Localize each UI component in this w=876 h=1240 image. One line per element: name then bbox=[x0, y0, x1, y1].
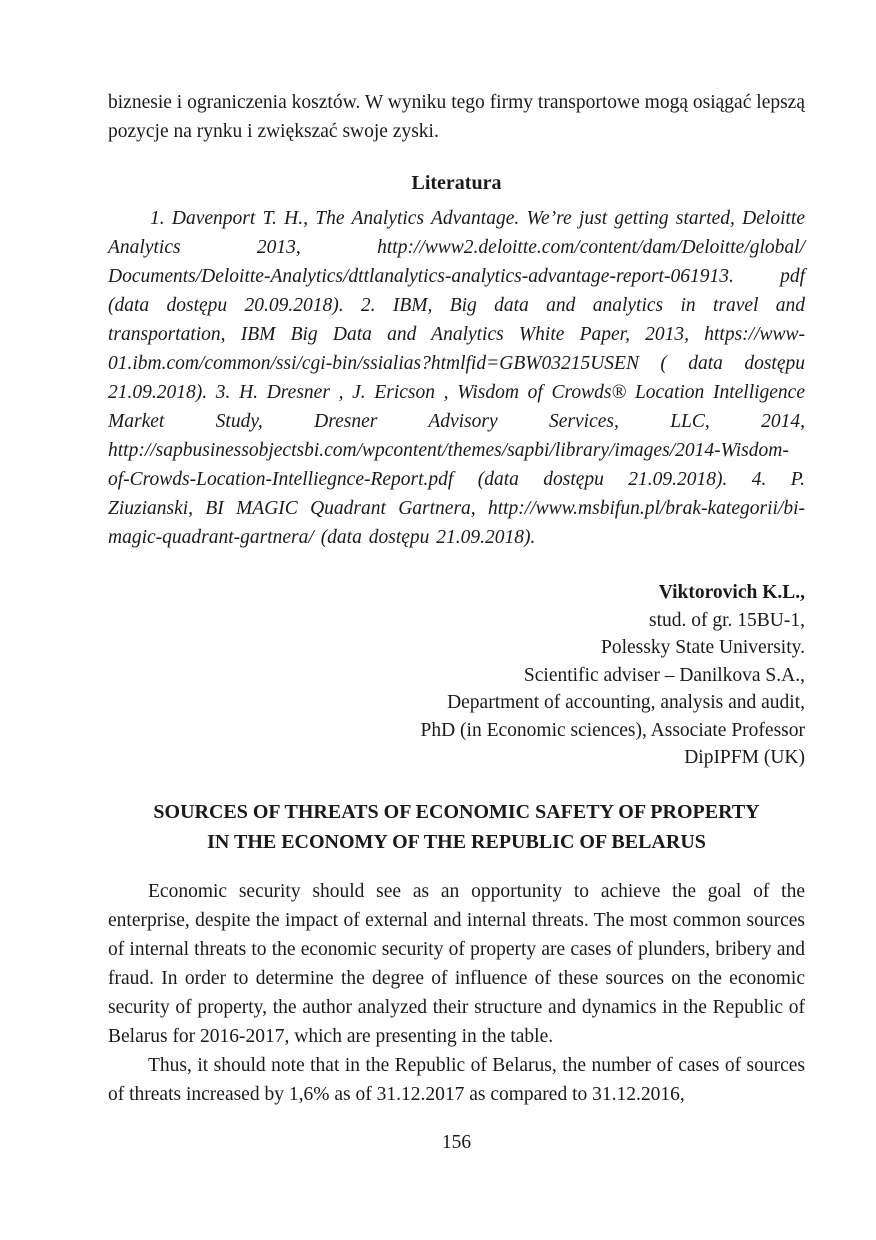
article-title-line2: IN THE ECONOMY OF THE REPUBLIC OF BELARUS bbox=[207, 831, 706, 853]
author-degree-line: PhD (in Economic sciences), Associate Professor bbox=[420, 719, 805, 741]
literatura-heading: Literatura bbox=[411, 172, 502, 194]
references-paragraph: 1. Davenport T. H., The Analytics Advantage. We’re just getting started, Deloitte Analytics 2013, http://www2.deloitte.com/content/dam/Deloitte/global/ Documents/Deloitte-Analytics/dttlanalytics-analytics-advantage-report-061913. pdf (data dostępu 20.09.2018). 2. IBM, Big data and analytics in travel and transportation, IBM Big Data and Analytics White Paper, 2013, https://www-01.ibm.com/common/ssi/cgi-bin/ssialias?htmlfid=GBW03215USEN ( data dostępu 21.09.2018). 3. H. Dresner , J. Ericson , Wisdom of Crowds® Location Intelligence Market Study, Dresner Advisory Services, LLC, 2014, http://sapbusinessobjectsbi.com/wpcontent/themes/sapbi/library/images/2014-Wisdom-of-Crowds-Location-Intelliegnce-Report.pdf (data dostępu 21.09.2018). 4. P. Ziuzianski, BI MAGIC Quadrant Gartnera, http://www.msbifun.pl/brak-kategorii/bi-magic-quadrant-gartnera/ (data dostępu 21.09.2018). bbox=[108, 208, 805, 548]
author-university-line: Polessky State University. bbox=[600, 637, 805, 658]
article-title bbox=[108, 797, 805, 857]
page-number: 156 bbox=[441, 1132, 472, 1153]
author-diploma-line: DipIPFM (UK) bbox=[684, 747, 805, 768]
top-paragraph: biznesie i ograniczenia kosztów. W wyniku tego firmy transportowe mogą osiągać lepszą pozycje na rynku i zwiększać swoje zyski. bbox=[108, 92, 805, 142]
author-department-line: Department of accounting, analysis and audit, bbox=[447, 692, 805, 713]
article-body bbox=[108, 877, 805, 1109]
body-paragraph-2: Thus, it should note that in the Republic of Belarus, the number of cases of sources of threats increased by 1,6% as of 31.12.2017 as compared to 31.12.2016, bbox=[108, 1055, 805, 1105]
author-block bbox=[108, 579, 805, 772]
body-paragraph-1: Economic security should see as an opportunity to achieve the goal of the enterprise, despite the impact of external and internal threats. The most common sources of internal threats to the economic security of property are cases of plunders, bribery and fraud. In order to determine the degree of influence of these sources on the economic security of property, the author analyzed their structure and dynamics in the Republic of Belarus for 2016-2017, which are presenting in the table. bbox=[108, 881, 805, 1047]
author-group-line: stud. of gr. 15BU-1, bbox=[649, 609, 805, 631]
article-title-line1: SOURCES OF THREATS OF ECONOMIC SAFETY OF PROPERTY bbox=[153, 801, 760, 823]
author-adviser-line: Scientific adviser – Danilkova S.A., bbox=[523, 664, 805, 686]
author-name: Viktorovich K.L., bbox=[658, 582, 805, 603]
